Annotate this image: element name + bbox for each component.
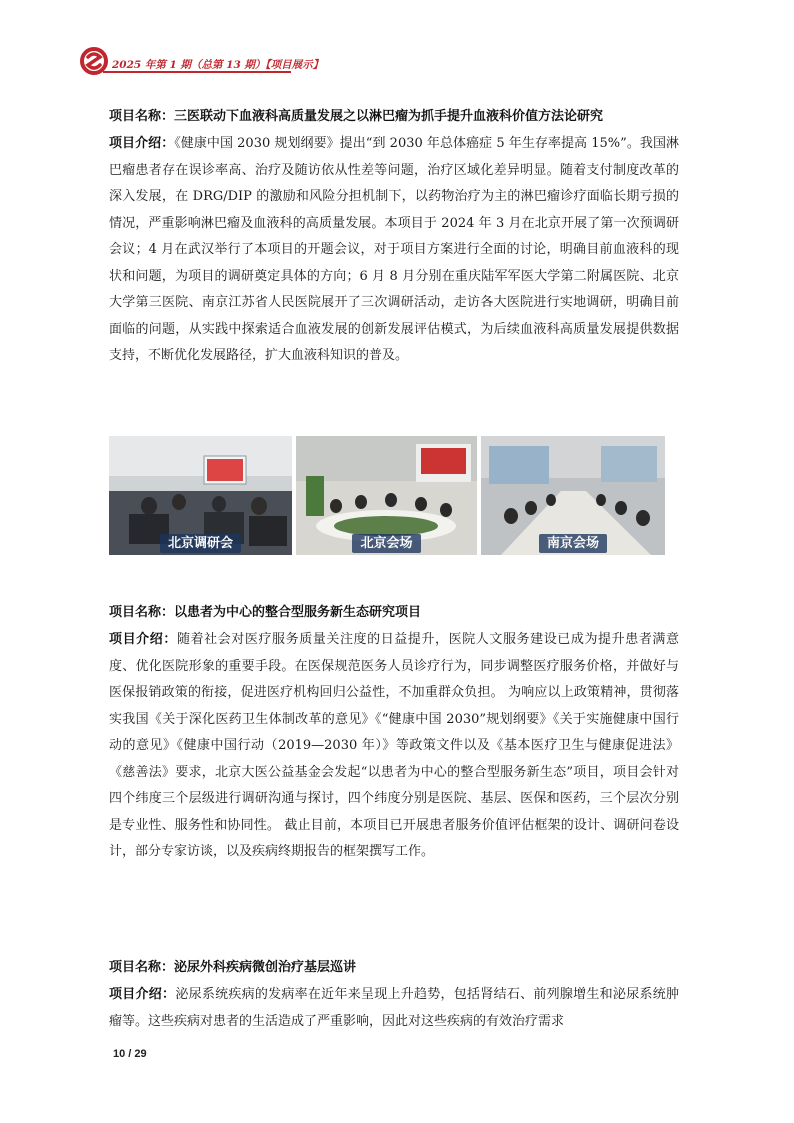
project-3-name-label: 项目名称： [109,960,175,975]
project-3-intro [109,982,679,1035]
project-3 [109,958,679,1035]
project-1-name: 三医联动下血液科高质量发展之以淋巴瘤为抓手提升血液科价值方法论研究 [174,109,604,124]
project-1-title [109,107,679,127]
project-3-name: 泌尿外科疾病微创治疗基层巡讲 [174,960,357,975]
project-1-intro [109,131,679,370]
project-2-intro-text: 随着社会对医疗服务质量关注度的日益提升，医院人文服务建设已成为提升患者满意度、优化医院形象的重要手段。在医保规范医务人员诊疗行为，同步调整医疗服务价格，并做好与医保报销政策的衔接，促进医疗机构回归公益性，不加重群众负担。 为响应以上政策精神，贯彻落实我国《关于深化医药卫生体制改革的意见》《“健康中国 2030”规划纲要》《关于实施健康中国行动的意见》《健康中国行动（2019—2030 年）》等政策文件以及《基本医疗卫生与健康促进法》《慈善法》要求，北京大医公益基金会发起“以患者为中心的整合型服务新生态”项目，项目会针对四个纬度三个层级进行调研沟通与探讨，四个纬度分别是医院、基层、医保和医药，三个层次分别是专业性、服务性和协同性。 截止目前，本项目已开展患者服务价值评估框架的设计、调研问卷设计，部分专家访谈，以及疾病终期报告的框架撰写工作。 [109,632,679,859]
project-2-title [109,603,679,623]
photo-nanjing-venue [481,436,665,555]
header-underline [103,71,291,73]
project-3-intro-text: 泌尿系统疾病的发病率在近年来呈现上升趋势，包括肾结石、前列腺增生和泌尿系统肿瘤等。这些疾病对患者的生活造成了严重影响，因此对这些疾病的有效治疗需求 [109,987,679,1029]
project-2-intro [109,627,679,866]
project-3-intro-label: 项目介绍： [109,987,176,1002]
photo-caption-beijing-venue: 北京会场 [352,534,420,553]
project-2 [109,603,679,866]
photo-beijing-research [109,436,292,555]
project-1-intro-label: 项目介绍： [109,136,175,151]
project-3-title [109,958,679,978]
project-1-intro-text: 《健康中国 2030 规划纲要》提出“到 2030 年总体癌症 5 年生存率提高 15%”。我国淋巴瘤患者存在误诊率高、治疗及随访依从性差等问题，治疗区域化差异明显。随着支付制度改革的深入发展，在 DRG/DIP 的激励和风险分担机制下，以药物治疗为主的淋巴瘤诊疗面临长期亏损的情况，严重影响淋巴瘤及血液科的高质量发展。本项目于 2024 年 3 月在北京开展了第一次预调研会议；4 月在武汉举行了本项目的开题会议，对于项目方案进行全面的讨论，明确目前血液科的现状和问题，为项目的调研奠定具体的方向；6 月 8 月分别在重庆陆军军医大学第二附属医院、北京大学第三医院、南京江苏省人民医院展开了三次调研活动，走访各大医院进行实地调研，明确目前面临的问题，从实践中探索适合血液发展的创新发展评估模式，为后续血液科高质量发展提供数据支持，不断优化发展路径，扩大血液科知识的普及。 [109,136,679,363]
project-1 [109,107,679,370]
project-2-name-label: 项目名称： [109,605,175,620]
photo-caption-beijing-research: 北京调研会 [160,534,241,553]
project-2-name: 以患者为中心的整合型服务新生态研究项目 [174,605,422,620]
project-1-name-label: 项目名称： [109,109,175,124]
header-issue-text: 2025 年第 1 期（总第 13 期）【项目展示】 [112,58,324,71]
page-number: 10 / 29 [113,1048,147,1060]
photo-strip [109,436,665,555]
photo-beijing-venue [296,436,477,555]
photo-caption-nanjing-venue: 南京会场 [539,534,607,553]
project-2-intro-label: 项目介绍： [109,632,177,647]
